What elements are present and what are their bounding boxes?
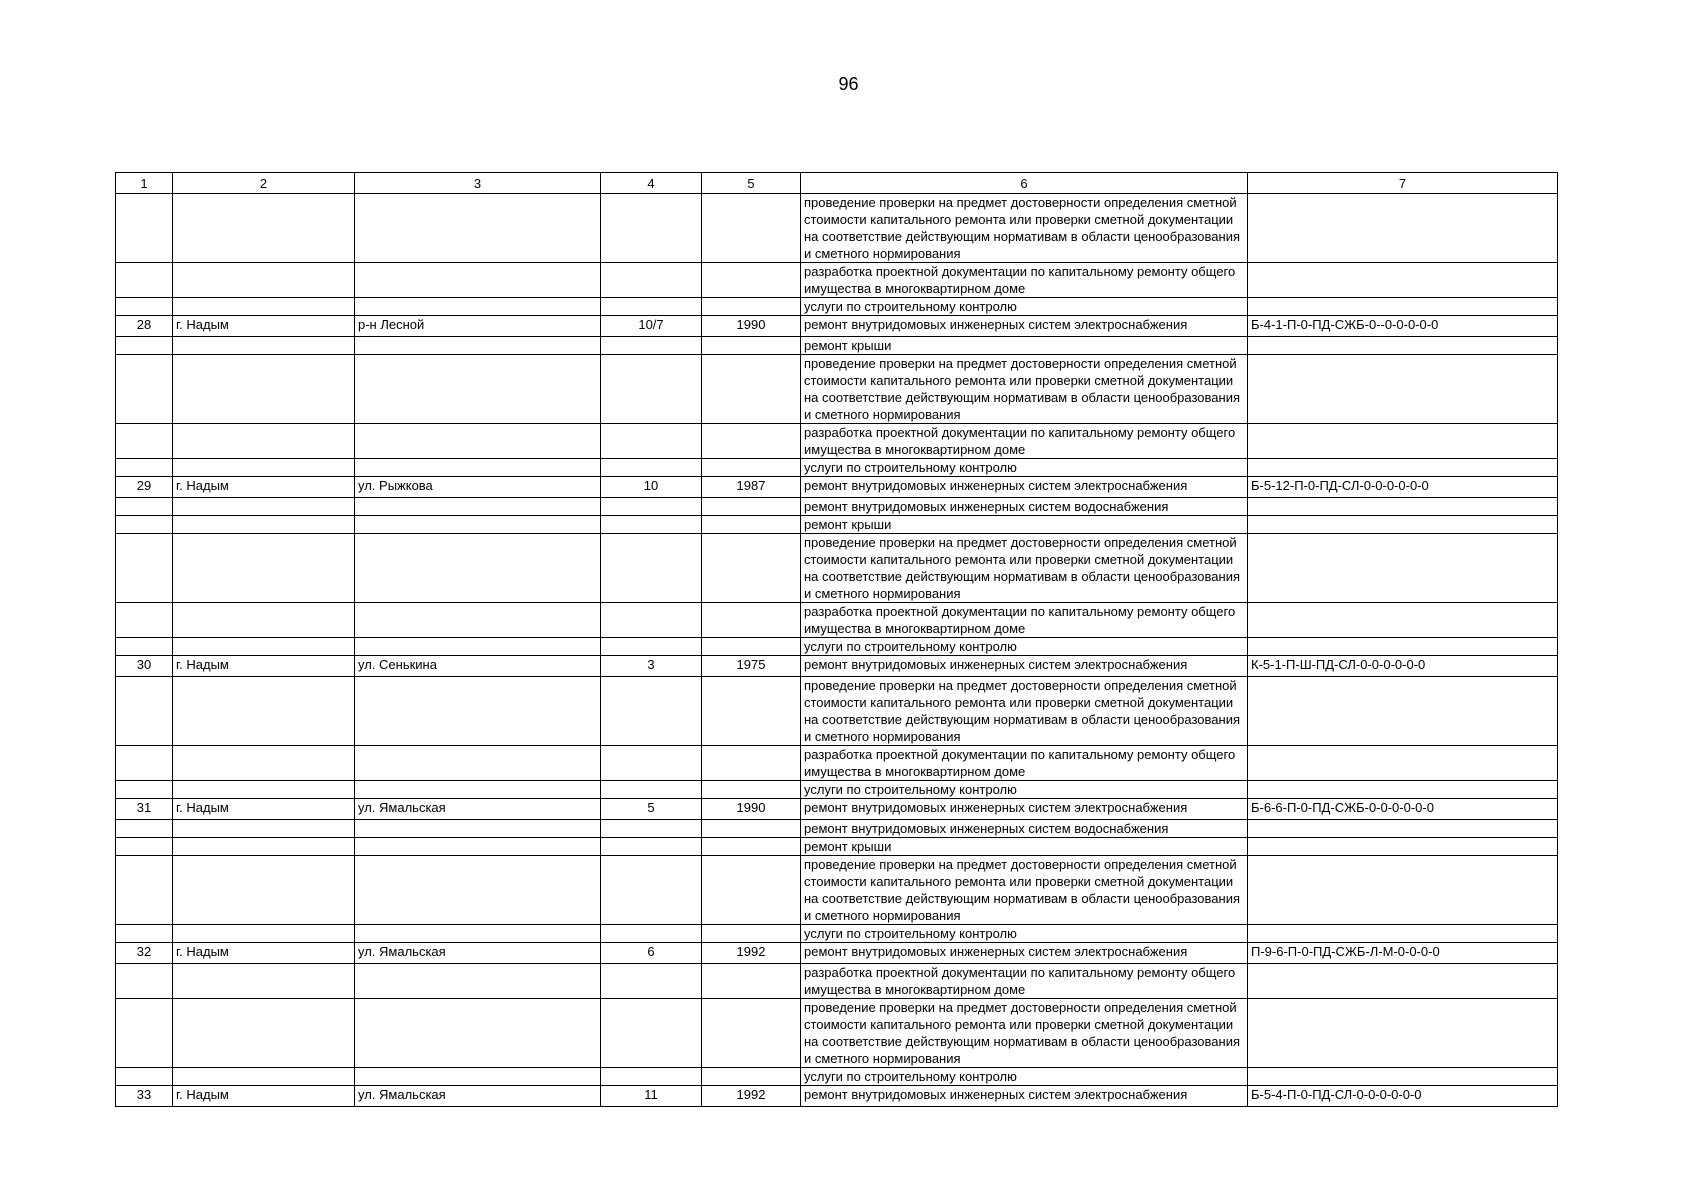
build-year-cell — [702, 534, 801, 603]
house-number-cell — [601, 516, 702, 534]
table-row — [116, 603, 1558, 638]
city-cell: г. Надым — [173, 477, 355, 498]
building-code-cell: Б-5-4-П-0-ПД-СЛ-0-0-0-0-0-0 — [1248, 1086, 1558, 1107]
city-cell — [173, 677, 355, 746]
header-cell-4: 4 — [601, 173, 702, 194]
city-cell: г. Надым — [173, 799, 355, 820]
building-code-cell — [1248, 194, 1558, 263]
house-number-cell: 10 — [601, 477, 702, 498]
street-cell — [355, 781, 601, 799]
row-number-cell — [116, 498, 173, 516]
work-type-cell: ремонт внутридомовых инженерных систем электроснабжения — [801, 316, 1248, 337]
building-code-cell — [1248, 424, 1558, 459]
row-number-cell — [116, 838, 173, 856]
city-cell — [173, 498, 355, 516]
house-number-cell — [601, 603, 702, 638]
table-row — [116, 534, 1558, 603]
work-type-cell: услуги по строительному контролю — [801, 925, 1248, 943]
building-code-cell — [1248, 498, 1558, 516]
table-row — [116, 799, 1558, 820]
build-year-cell — [702, 337, 801, 355]
street-cell — [355, 534, 601, 603]
house-number-cell: 11 — [601, 1086, 702, 1107]
row-number-cell: 28 — [116, 316, 173, 337]
building-code-cell: Б-6-6-П-0-ПД-СЖБ-0-0-0-0-0-0 — [1248, 799, 1558, 820]
house-number-cell — [601, 856, 702, 925]
work-type-cell: проведение проверки на предмет достоверности определения сметной стоимости капитального ремонта или проверки сметной документации на соответствие действующим нормативам в области ценообразования и сметного нормирования — [801, 194, 1248, 263]
work-type-cell: проведение проверки на предмет достоверности определения сметной стоимости капитального ремонта или проверки сметной документации на соответствие действующим нормативам в области ценообразования и сметного нормирования — [801, 999, 1248, 1068]
house-number-cell — [601, 498, 702, 516]
street-cell: ул. Ямальская — [355, 1086, 601, 1107]
build-year-cell — [702, 516, 801, 534]
street-cell — [355, 964, 601, 999]
street-cell — [355, 746, 601, 781]
work-type-cell: услуги по строительному контролю — [801, 298, 1248, 316]
row-number-cell: 33 — [116, 1086, 173, 1107]
house-number-cell — [601, 677, 702, 746]
house-number-cell — [601, 424, 702, 459]
header-cell-1: 1 — [116, 173, 173, 194]
row-number-cell — [116, 1068, 173, 1086]
row-number-cell: 30 — [116, 656, 173, 677]
table-row — [116, 925, 1558, 943]
city-cell — [173, 925, 355, 943]
build-year-cell — [702, 1068, 801, 1086]
building-code-cell: Б-5-12-П-0-ПД-СЛ-0-0-0-0-0-0 — [1248, 477, 1558, 498]
street-cell — [355, 1068, 601, 1086]
city-cell: г. Надым — [173, 316, 355, 337]
city-cell — [173, 964, 355, 999]
table-row — [116, 498, 1558, 516]
work-type-cell: ремонт внутридомовых инженерных систем электроснабжения — [801, 799, 1248, 820]
city-cell — [173, 638, 355, 656]
city-cell — [173, 355, 355, 424]
build-year-cell — [702, 677, 801, 746]
row-number-cell — [116, 820, 173, 838]
building-code-cell — [1248, 820, 1558, 838]
building-code-cell — [1248, 337, 1558, 355]
table-row — [116, 677, 1558, 746]
city-cell: г. Надым — [173, 1086, 355, 1107]
row-number-cell — [116, 781, 173, 799]
build-year-cell — [702, 838, 801, 856]
street-cell — [355, 925, 601, 943]
work-type-cell: ремонт внутридомовых инженерных систем электроснабжения — [801, 1086, 1248, 1107]
work-type-cell: ремонт крыши — [801, 337, 1248, 355]
building-code-cell — [1248, 516, 1558, 534]
header-cell-6: 6 — [801, 173, 1248, 194]
house-number-cell — [601, 838, 702, 856]
city-cell — [173, 781, 355, 799]
table-row — [116, 1068, 1558, 1086]
work-type-cell: услуги по строительному контролю — [801, 459, 1248, 477]
street-cell — [355, 355, 601, 424]
house-number-cell — [601, 194, 702, 263]
city-cell — [173, 838, 355, 856]
building-code-cell — [1248, 677, 1558, 746]
street-cell — [355, 603, 601, 638]
row-number-cell — [116, 999, 173, 1068]
row-number-cell: 32 — [116, 943, 173, 964]
building-code-cell: Б-4-1-П-0-ПД-СЖБ-0--0-0-0-0-0 — [1248, 316, 1558, 337]
street-cell — [355, 194, 601, 263]
street-cell — [355, 677, 601, 746]
row-number-cell — [116, 459, 173, 477]
table-row — [116, 459, 1558, 477]
table-row — [116, 838, 1558, 856]
build-year-cell — [702, 925, 801, 943]
city-cell — [173, 746, 355, 781]
house-number-cell — [601, 925, 702, 943]
table-row — [116, 656, 1558, 677]
street-cell — [355, 424, 601, 459]
table-body — [116, 194, 1558, 1107]
city-cell — [173, 534, 355, 603]
row-number-cell — [116, 638, 173, 656]
row-number-cell — [116, 355, 173, 424]
street-cell — [355, 337, 601, 355]
house-number-cell — [601, 534, 702, 603]
table-row — [116, 355, 1558, 424]
work-type-cell: ремонт крыши — [801, 516, 1248, 534]
table-row — [116, 424, 1558, 459]
building-code-cell — [1248, 603, 1558, 638]
house-number-cell: 3 — [601, 656, 702, 677]
building-code-cell — [1248, 856, 1558, 925]
street-cell — [355, 999, 601, 1068]
build-year-cell — [702, 263, 801, 298]
house-number-cell: 6 — [601, 943, 702, 964]
table-row — [116, 746, 1558, 781]
house-number-cell — [601, 638, 702, 656]
house-number-cell — [601, 298, 702, 316]
city-cell — [173, 337, 355, 355]
street-cell — [355, 298, 601, 316]
build-year-cell: 1987 — [702, 477, 801, 498]
build-year-cell: 1990 — [702, 316, 801, 337]
table-row — [116, 194, 1558, 263]
city-cell — [173, 516, 355, 534]
city-cell — [173, 298, 355, 316]
build-year-cell — [702, 498, 801, 516]
house-number-cell — [601, 355, 702, 424]
work-type-cell: разработка проектной документации по капитальному ремонту общего имущества в многоквартирном доме — [801, 424, 1248, 459]
street-cell — [355, 498, 601, 516]
build-year-cell — [702, 820, 801, 838]
building-code-cell — [1248, 638, 1558, 656]
row-number-cell — [116, 677, 173, 746]
work-type-cell: ремонт внутридомовых инженерных систем электроснабжения — [801, 656, 1248, 677]
page-number: 96 — [838, 74, 859, 94]
row-number-cell — [116, 263, 173, 298]
table-row — [116, 964, 1558, 999]
build-year-cell — [702, 856, 801, 925]
city-cell — [173, 856, 355, 925]
row-number-cell: 29 — [116, 477, 173, 498]
house-number-cell — [601, 781, 702, 799]
building-code-cell — [1248, 999, 1558, 1068]
building-code-cell — [1248, 263, 1558, 298]
row-number-cell — [116, 298, 173, 316]
street-cell — [355, 638, 601, 656]
city-cell: г. Надым — [173, 656, 355, 677]
table-row — [116, 820, 1558, 838]
table-row — [116, 781, 1558, 799]
city-cell — [173, 459, 355, 477]
row-number-cell — [116, 603, 173, 638]
work-type-cell: разработка проектной документации по капитальному ремонту общего имущества в многоквартирном доме — [801, 263, 1248, 298]
building-code-cell — [1248, 459, 1558, 477]
building-code-cell — [1248, 925, 1558, 943]
work-type-cell: услуги по строительному контролю — [801, 1068, 1248, 1086]
table-row — [116, 1086, 1558, 1107]
work-type-cell: разработка проектной документации по капитальному ремонту общего имущества в многоквартирном доме — [801, 964, 1248, 999]
city-cell — [173, 424, 355, 459]
house-number-cell — [601, 337, 702, 355]
street-cell — [355, 838, 601, 856]
row-number-cell — [116, 925, 173, 943]
house-number-cell — [601, 999, 702, 1068]
row-number-cell — [116, 337, 173, 355]
work-type-cell: ремонт внутридомовых инженерных систем электроснабжения — [801, 943, 1248, 964]
header-cell-3: 3 — [355, 173, 601, 194]
table-row — [116, 337, 1558, 355]
table-row — [116, 263, 1558, 298]
build-year-cell: 1990 — [702, 799, 801, 820]
table-row — [116, 316, 1558, 337]
house-number-cell: 5 — [601, 799, 702, 820]
repair-table — [115, 172, 1558, 1107]
work-type-cell: проведение проверки на предмет достоверности определения сметной стоимости капитального ремонта или проверки сметной документации на соответствие действующим нормативам в области ценообразования и сметного нормирования — [801, 355, 1248, 424]
row-number-cell: 31 — [116, 799, 173, 820]
build-year-cell — [702, 355, 801, 424]
city-cell: г. Надым — [173, 943, 355, 964]
row-number-cell — [116, 194, 173, 263]
build-year-cell — [702, 194, 801, 263]
house-number-cell — [601, 1068, 702, 1086]
header-cell-7: 7 — [1248, 173, 1558, 194]
work-type-cell: услуги по строительному контролю — [801, 781, 1248, 799]
build-year-cell — [702, 603, 801, 638]
work-type-cell: разработка проектной документации по капитальному ремонту общего имущества в многоквартирном доме — [801, 746, 1248, 781]
building-code-cell — [1248, 1068, 1558, 1086]
row-number-cell — [116, 964, 173, 999]
building-code-cell: П-9-6-П-0-ПД-СЖБ-Л-М-0-0-0-0 — [1248, 943, 1558, 964]
building-code-cell — [1248, 355, 1558, 424]
build-year-cell — [702, 298, 801, 316]
work-type-cell: проведение проверки на предмет достоверности определения сметной стоимости капитального ремонта или проверки сметной документации на соответствие действующим нормативам в области ценообразования и сметного нормирования — [801, 534, 1248, 603]
build-year-cell: 1975 — [702, 656, 801, 677]
table-row — [116, 298, 1558, 316]
building-code-cell — [1248, 964, 1558, 999]
street-cell — [355, 516, 601, 534]
row-number-cell — [116, 746, 173, 781]
house-number-cell — [601, 820, 702, 838]
house-number-cell — [601, 964, 702, 999]
house-number-cell: 10/7 — [601, 316, 702, 337]
street-cell: р-н Лесной — [355, 316, 601, 337]
city-cell — [173, 999, 355, 1068]
row-number-cell — [116, 534, 173, 603]
building-code-cell — [1248, 838, 1558, 856]
building-code-cell — [1248, 781, 1558, 799]
street-cell: ул. Сенькина — [355, 656, 601, 677]
building-code-cell: К-5-1-П-Ш-ПД-СЛ-0-0-0-0-0-0 — [1248, 656, 1558, 677]
building-code-cell — [1248, 298, 1558, 316]
work-type-cell: проведение проверки на предмет достоверности определения сметной стоимости капитального ремонта или проверки сметной документации на соответствие действующим нормативам в области ценообразования и сметного нормирования — [801, 856, 1248, 925]
header-row — [116, 173, 1558, 194]
table-row — [116, 638, 1558, 656]
header-cell-5: 5 — [702, 173, 801, 194]
house-number-cell — [601, 746, 702, 781]
table-row — [116, 477, 1558, 498]
build-year-cell — [702, 424, 801, 459]
street-cell: ул. Ямальская — [355, 943, 601, 964]
build-year-cell: 1992 — [702, 943, 801, 964]
work-type-cell: ремонт внутридомовых инженерных систем электроснабжения — [801, 477, 1248, 498]
work-type-cell: разработка проектной документации по капитальному ремонту общего имущества в многоквартирном доме — [801, 603, 1248, 638]
work-type-cell: ремонт внутридомовых инженерных систем водоснабжения — [801, 498, 1248, 516]
row-number-cell — [116, 856, 173, 925]
building-code-cell — [1248, 746, 1558, 781]
work-type-cell: проведение проверки на предмет достоверности определения сметной стоимости капитального ремонта или проверки сметной документации на соответствие действующим нормативам в области ценообразования и сметного нормирования — [801, 677, 1248, 746]
build-year-cell — [702, 781, 801, 799]
build-year-cell — [702, 638, 801, 656]
house-number-cell — [601, 263, 702, 298]
build-year-cell: 1992 — [702, 1086, 801, 1107]
street-cell: ул. Ямальская — [355, 799, 601, 820]
house-number-cell — [601, 459, 702, 477]
city-cell — [173, 263, 355, 298]
table-row — [116, 856, 1558, 925]
street-cell — [355, 263, 601, 298]
city-cell — [173, 194, 355, 263]
city-cell — [173, 820, 355, 838]
build-year-cell — [702, 964, 801, 999]
building-code-cell — [1248, 534, 1558, 603]
row-number-cell — [116, 424, 173, 459]
street-cell — [355, 459, 601, 477]
table-row — [116, 943, 1558, 964]
work-type-cell: ремонт внутридомовых инженерных систем водоснабжения — [801, 820, 1248, 838]
street-cell — [355, 820, 601, 838]
work-type-cell: ремонт крыши — [801, 838, 1248, 856]
build-year-cell — [702, 459, 801, 477]
row-number-cell — [116, 516, 173, 534]
build-year-cell — [702, 746, 801, 781]
table-row — [116, 999, 1558, 1068]
street-cell: ул. Рыжкова — [355, 477, 601, 498]
table-row — [116, 516, 1558, 534]
city-cell — [173, 1068, 355, 1086]
build-year-cell — [702, 999, 801, 1068]
work-type-cell: услуги по строительному контролю — [801, 638, 1248, 656]
city-cell — [173, 603, 355, 638]
header-cell-2: 2 — [173, 173, 355, 194]
street-cell — [355, 856, 601, 925]
